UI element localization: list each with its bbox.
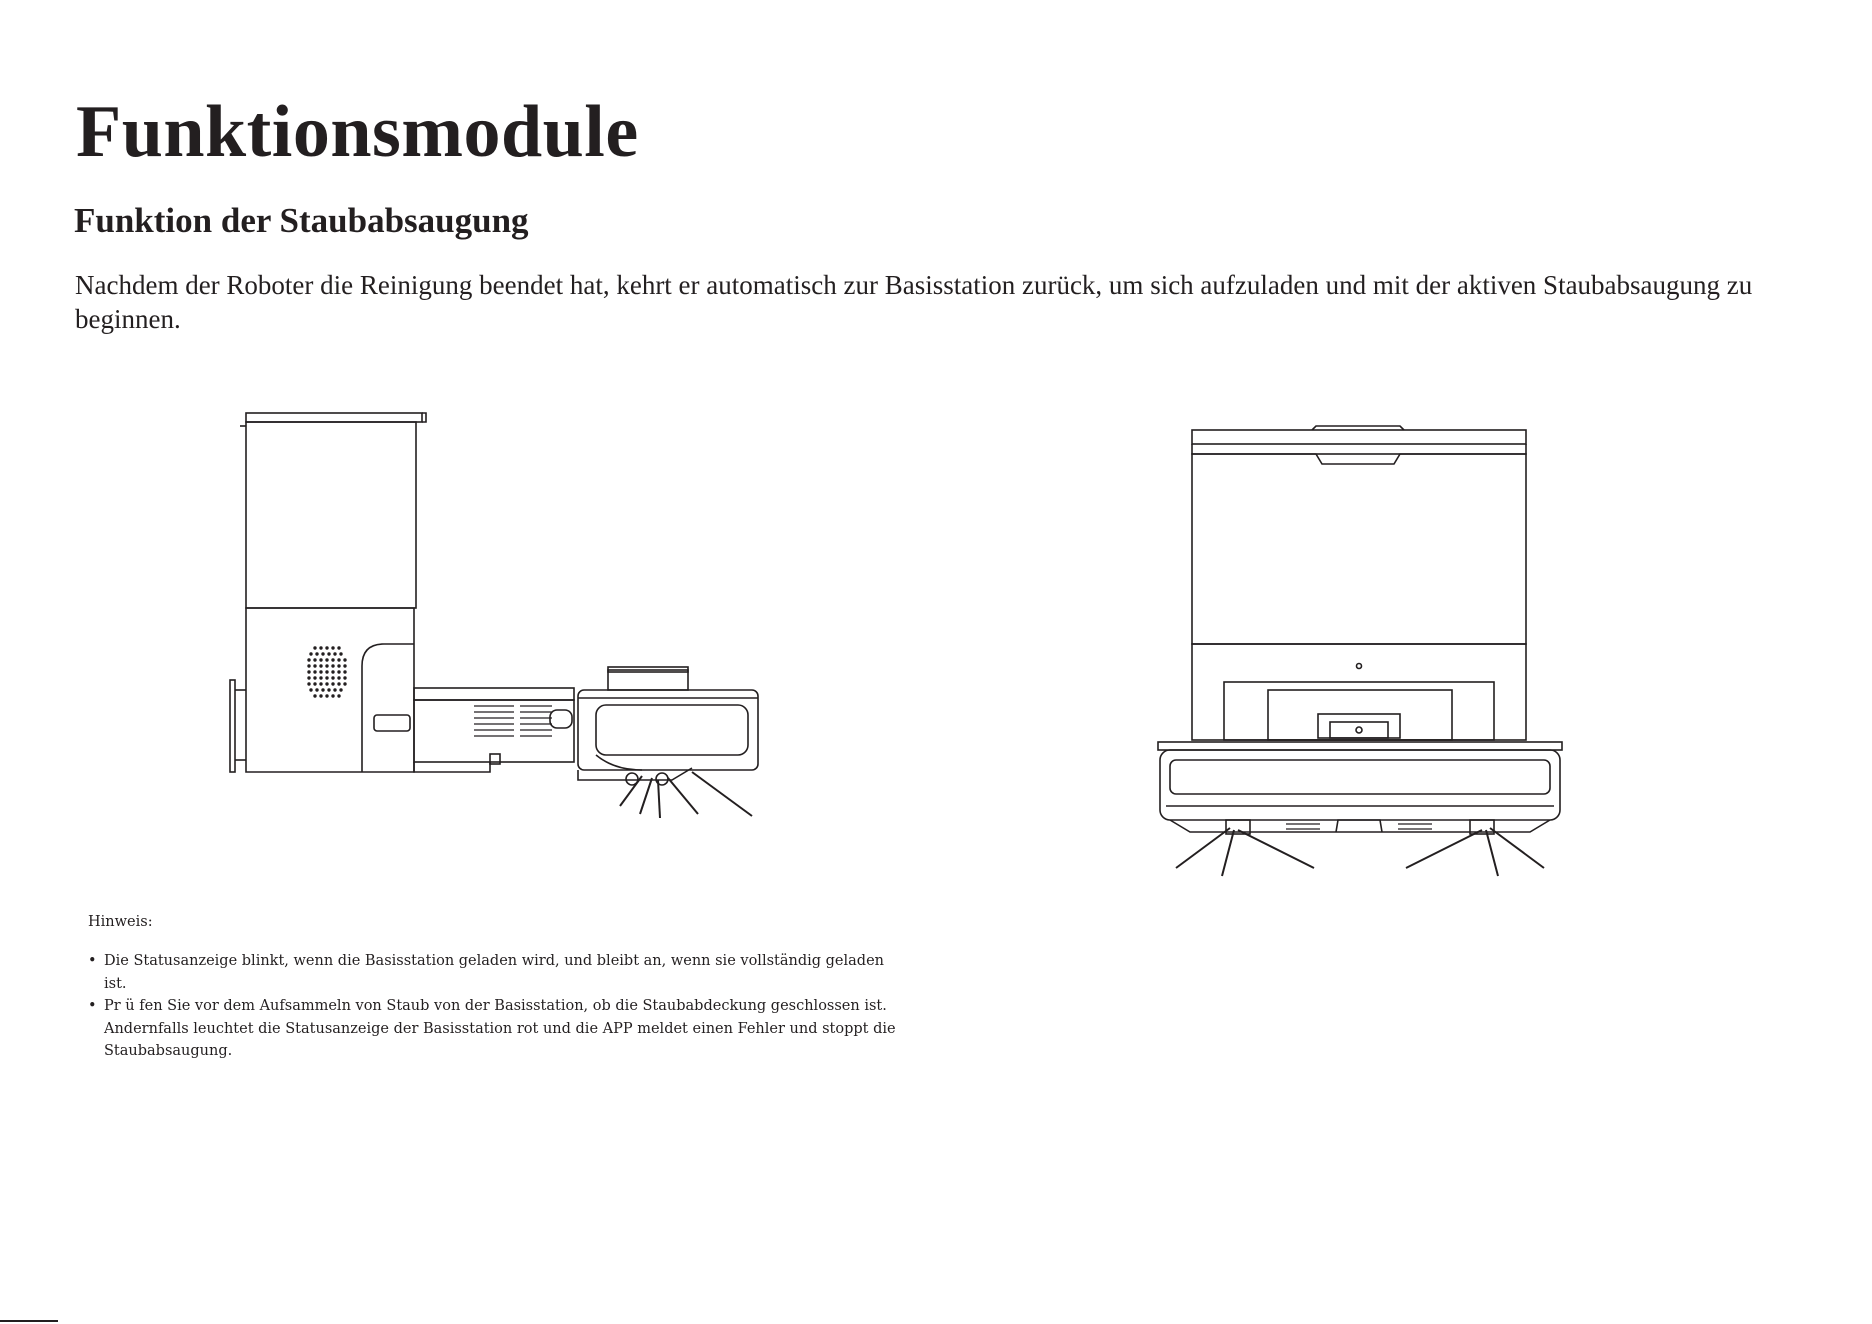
note-list — [88, 950, 908, 1063]
note-label: Hinweis: — [88, 914, 153, 930]
list-item: • Die Statusanzeige blinkt, wenn die Basisstation geladen wird, und bleibt an, wenn sie vollständig geladen ist. — [88, 950, 908, 995]
footer-rule — [0, 1320, 58, 1322]
page-title: Funktionsmodule — [76, 91, 639, 173]
note-box — [88, 912, 908, 1063]
intro-paragraph: Nachdem der Roboter die Reinigung beendet hat, kehrt er automatisch zur Basisstation zurück, um sich aufzuladen und mit der aktiven Staubabsaugung zu beginnen. — [75, 270, 1753, 334]
robot-docked-side-view-illustration — [222, 408, 782, 833]
list-item: • Pr ü fen Sie vor dem Aufsammeln von Staub von der Basisstation, ob die Staubabdeckung geschlossen ist. Andernfalls leuchtet die Statusanzeige der Basisstation rot und die APP meldet einen Fehler und stoppt die Staubabsaugung. — [88, 995, 908, 1063]
robot-docked-front-view-illustration — [1140, 420, 1580, 885]
section-title: Funktion der Staubabsaugung — [74, 201, 529, 240]
